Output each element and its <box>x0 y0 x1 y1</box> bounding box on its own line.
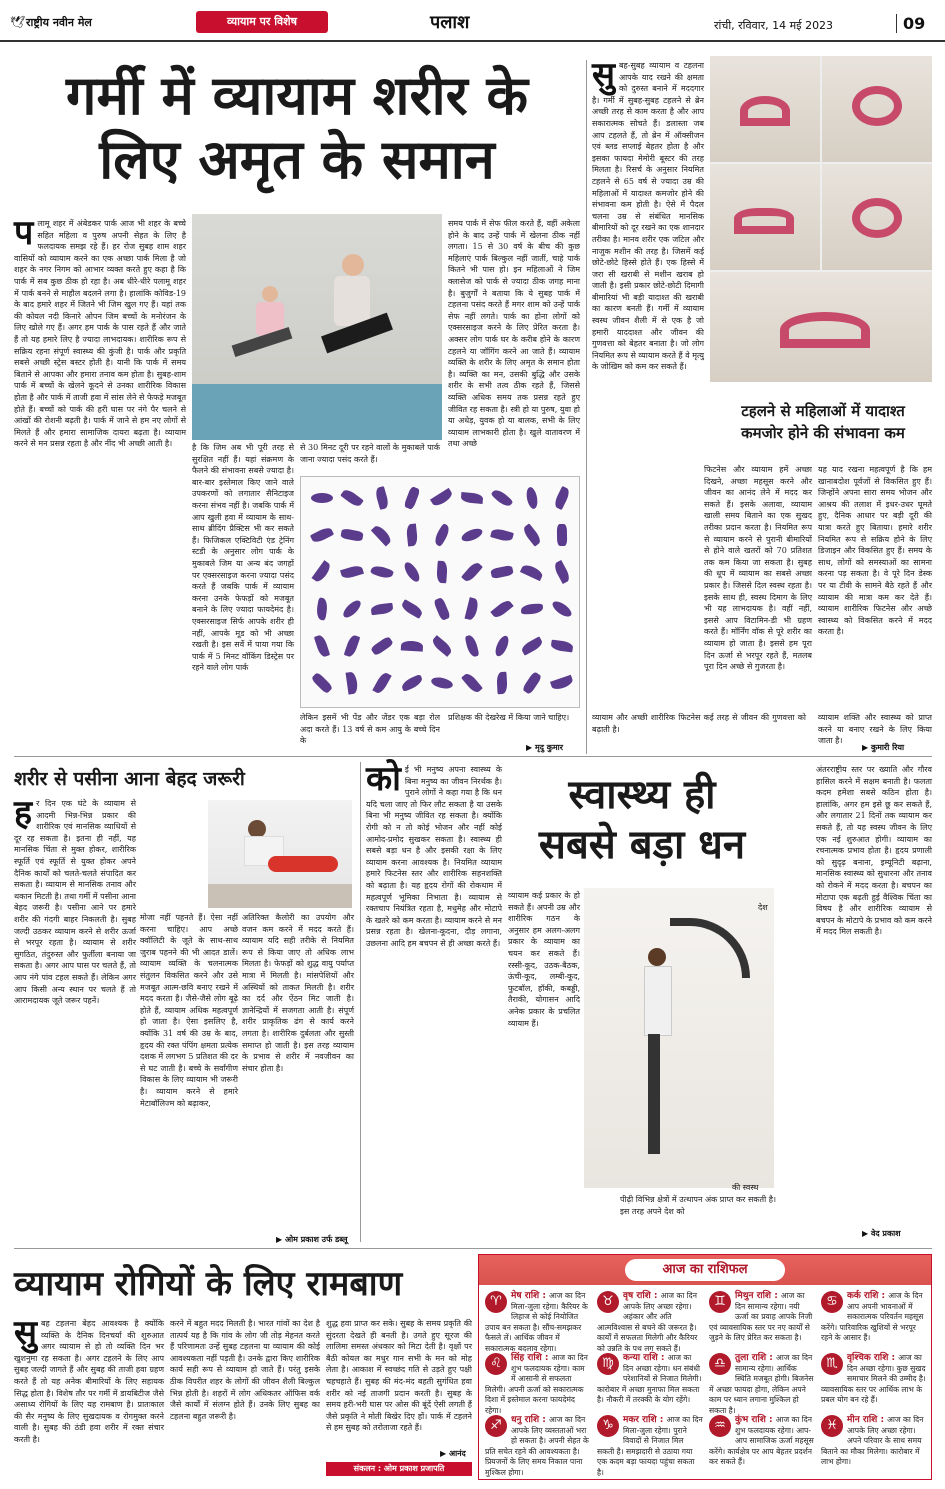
yoga-step-photo <box>710 56 820 162</box>
yoga-pose-figure <box>369 670 395 696</box>
article3-col3: अतिरिक्त कैलोरी का उपयोग और वजन कम करने में मदद करते हैं। व्यायाम यदि सही तरीके से नियमित रूप से किया जाए तो अधिक लाभ मिलता है। फेफड़ों को शुद्ध वायु पर्याप्त मात्रा में मिलती है। मांसपेशियों और अस्थियों को ताकत मिलती है। शरीर का दर्द और ऐंठन मिट जाती है। ज्ञानेन्द्रियों में सजगता आती है। संपूर्ण शरीर प्राकृतिक ढंग से कार्य करने लगता है। शारीरिक दुर्बलता और सुस्ती समाप्त हो जाती है। इस तरह व्यायाम के प्रभाव से शरीर में नवजीवन का संचार होता है। <box>242 913 354 1073</box>
zodiac-icon: ♌ <box>485 1353 507 1375</box>
yoga-pose-figure <box>309 485 335 511</box>
rashi-text: आज का दिन शुभ फलदायक रहेगा। काम में आसानी से सफलता मिलेगी। अपनी ऊर्जा को सकारात्मक दिशा में इस्तेमाल करना फायदेमंद रहेगा। <box>485 1353 588 1415</box>
article1-col3: से 30 मिनट दूरी पर रहने वालों के मुकाबले पार्क जाना ज्यादा पसंद करते हैं। <box>300 443 440 464</box>
rashi-name: मीन राशि : <box>847 1415 888 1425</box>
yoga-step-photo <box>822 164 932 270</box>
rashi-entry <box>597 1415 703 1477</box>
rashi-name: कन्या राशि : <box>623 1353 668 1363</box>
yoga-pose-figure <box>429 559 455 585</box>
yoga-pose-figure <box>459 670 485 696</box>
column-divider <box>360 762 361 1242</box>
yoga-pose-figure <box>309 633 335 659</box>
yoga-pose-figure <box>549 522 575 548</box>
article1-headline-line2: लिए अमृत के समान <box>99 128 495 191</box>
article5-col1 <box>14 1313 164 1468</box>
rashi-text: आज का दिन शुभ फलदायक रहेगा। आप-आप सामाजिक ऊर्जा महसूस करेंगे। कार्यक्षेत्र पर आप बेहतर प्रदर्शन कर सकते हैं। <box>709 1415 814 1467</box>
yoga-pose-figure <box>459 559 485 585</box>
yoga-pose-figure <box>549 633 575 659</box>
yoga-pose-figure <box>519 559 545 585</box>
rashifal-box <box>478 1254 932 1480</box>
article4-col-mid-bottom: पीढ़ी विभिन्न क्षेत्रों में उत्थापन अंक प्राप्त कर सकती है। इस तरह अपने देश को <box>620 1195 776 1216</box>
zodiac-icon: ♏ <box>821 1353 843 1375</box>
rashi-entry <box>597 1291 703 1353</box>
rashi-name: मिथुन राशि : <box>735 1291 781 1301</box>
yoga-pose-figure <box>489 670 515 696</box>
article2-col-b-bottom: व्यायाम शक्ति और स्वास्थ्य को प्राप्त करने या बनाए रखने के लिए किया जाता है। <box>818 713 932 746</box>
zodiac-icon: ♒ <box>709 1415 731 1437</box>
yoga-pose-figure <box>429 670 455 696</box>
yoga-pose-figure <box>399 596 425 622</box>
rashi-entry <box>597 1353 703 1411</box>
rashi-text: आज का दिन सामान्य रहेगा। नयी ऊर्जा का प्रवाह आपके निजी एवं व्यावसायिक स्तर पर नए कार्यों से जुड़ने के लिए प्रेरित कर सकता है। <box>709 1291 813 1343</box>
masthead <box>0 0 945 42</box>
column-divider <box>586 60 587 754</box>
yoga-grid-figures <box>301 477 581 709</box>
yoga-pose-figure <box>339 485 365 511</box>
article4-headline-line2: सबसे बड़ा धन <box>538 822 746 868</box>
rashi-name: धनु राशि : <box>511 1415 549 1425</box>
rashi-text: आज का दिन आपके लिए व्यस्तताओं भरा हो सकता है। अपनी सेहत के प्रति सचेत रहने की आवश्यकता है। प्रियजनों के लिए समय निकाल पाना मुश्किल होगा। <box>485 1415 589 1477</box>
article4-headline-line1: स्वास्थ्य ही <box>568 772 716 818</box>
rashi-name: तुला राशि : <box>735 1353 777 1363</box>
yoga-pose-figure <box>369 485 395 511</box>
article4-caption-right: देश <box>758 903 768 912</box>
rashi-text: आज का दिन मिला-जुला रहेगा। कैरियर के लिहाज से कोई नियोजित उपाय बन सकता है। सौंच-समझकर फैसले लें। आर्थिक जीवन में सकारात्मक बदलाव रहेगा। <box>485 1291 588 1353</box>
yoga-pose-figure <box>339 559 365 585</box>
rashi-name: सिंह राशि : <box>511 1353 552 1363</box>
article1-byline: ▶ मृदु कुमार <box>526 743 564 752</box>
yoga-pose-figure <box>399 633 425 659</box>
yoga-pose-figure <box>489 596 515 622</box>
yoga-pose-figure <box>489 522 515 548</box>
rashi-entry <box>821 1415 927 1473</box>
article2-col-b: यह याद रखना महत्वपूर्ण है कि हम खानाबदोश पूर्वजों से विकसित हुए हैं। जिन्होंने अपना सारा समय भोजन और आश्रय की तलाश में इधर-उधर घूमते हुए, दैनिक आधार पर बड़ी दूरी की यात्रा करते हुए बिताया। हमारे शरीर नियमित रूप से सक्रिय होने के लिए डिजाइन और विकसित हुए हैं। समय के साथ, लोगों को समस्याओं का सामना करना पड़ सकता है। वे पूरे दिन डेस्क पर या टीवी के सामने बैठे रहते हैं और व्यायाम की मात्रा कम कर देते हैं। व्यायाम शारीरिक फिटनेस और अच्छे स्वास्थ्य को विकसित करने में मदद करता है। <box>818 465 932 637</box>
article4-caption-right2: की स्वस्थ <box>732 1183 759 1192</box>
yoga-poses-grid <box>300 476 580 708</box>
yoga-pose-figure <box>399 522 425 548</box>
yoga-pose-figure <box>519 596 545 622</box>
rashifal-title: आज का राशिफल <box>625 1259 785 1281</box>
article4-byline: ▶ वेद प्रकाश <box>862 1229 901 1238</box>
yoga-pose-figure <box>309 596 335 622</box>
compiled-by-bar: संकलन : ओम प्रकाश प्रजापति <box>326 1462 472 1476</box>
article4-col-mid: व्यायाम कई प्रकार के हो सकते हैं। अपनी उम्र और शारीरिक गठन के अनुसार हम अलग-अलग प्रकार के व्यायाम का चयन कर सकते हैं। रस्सी-कूद, उठक-बैठक, ऊंची-कूद, लम्बी-कूद, फुटबॉल, हॉकी, कबड्डी, तैराकी, योगासन आदि अनेक प्रकार के प्रचलित व्यायाम हैं। <box>508 891 580 1028</box>
article2-byline: ▶ कुमारी रिया <box>862 743 905 752</box>
rashi-text: आज के दिन आप अपनी भावनाओं में सकारात्मक परिवर्तन महसूस करेंगे। पारिवारिक खुशियों से भरपूर रहने के आसार हैं। <box>821 1291 924 1343</box>
yoga-pose-figure <box>519 485 545 511</box>
dropcap: को <box>366 759 401 799</box>
dancer-pose-photo <box>584 888 774 1188</box>
yoga-pose-figure <box>549 559 575 585</box>
yoga-pose-figure <box>519 522 545 548</box>
dropcap: सु <box>592 55 615 95</box>
page-number: 09 <box>896 14 925 33</box>
yoga-pose-figure <box>519 633 545 659</box>
article1-headline <box>14 64 580 192</box>
article3-byline-name: ओम प्रकाश उर्फ डब्लू <box>284 1235 348 1244</box>
article1-col4: समय पार्क में सेफ फील करते हैं, वहीं अकेला होने के बाद उन्हें पार्क में खेलना ठीक नहीं लगता। 15 से 30 वर्ष के बीच की कुछ महिलाएं पार्क बिल्कुल नहीं जातीं, चाहे पार्क कितने भी पास हो। इन महिलाओं ने जिम क्लासेज को पार्क से ज्यादा ठीक जगह माना है। बुजुर्गों ने बताया कि ये सुबह पार्क में टहलना पसंद करते हैं मगर शाम को उन्हें पार्क सेफ नहीं लगते। पार्क का होना लोगों को एक्सरसाइज करने के लिए प्रेरित करता है। अक्सर लोग पार्क घर के करीब होने के कारण टहलने या जॉगिंग करने आ जाते हैं। व्यायाम व्यक्ति के शरीर के लिए अमृत के समान होता है। व्यक्ति का मन, उसकी बुद्धि और उसके शरीर के सभी तत्व ठीक रहते हैं, जिससे व्यक्ति अधिक समय तक प्रसन्न रहते हुए जीवित रह सकता है। स्त्री हो या पुरुष, युवा हो या अधेड़, युवक हो या बालक, सभी के लिए व्यायाम लाभकारी होता है। खुले वातावरण में तथा अच्छे <box>448 219 580 449</box>
rashi-name: मेष राशि : <box>511 1291 550 1301</box>
zodiac-icon: ♈ <box>485 1291 507 1313</box>
rashi-text: आज का दिन मिला-जुला रहेगा। पुराने विवादों से निजात मिल सकती है। समझदारी से उठाया गया एक कदम बड़ा फायदा पहुंचा सकता है। <box>597 1415 703 1477</box>
rashi-entry <box>709 1291 815 1349</box>
zodiac-icon: ♊ <box>709 1291 731 1313</box>
zodiac-icon: ♉ <box>597 1291 619 1313</box>
rashi-name: कुंभ राशि : <box>735 1415 776 1425</box>
zodiac-icon: ♎ <box>709 1353 731 1375</box>
yoga-pose-figure <box>549 485 575 511</box>
rashi-text: आज का दिन अच्छा रहेगा। धन संबंधी परेशानियों से निजात मिलेगी। कारोबार में अच्छा मुनाफा मिल सकता है। नौकरी में तरक्की के योग रहेंगे। <box>597 1353 702 1405</box>
article5-col1-text: बह टहलना बेहद आवश्यक है क्योंकि व्यक्ति के दैनिक दिनचर्या की शुरुआत अगर व्यायाम से हो तो व्यक्ति दिन भर खुशनुमा रह सकता है। अगर टहलने के लिए आप सुबह जल्दी जागते हैं और सुबह की ताजी हवा ग्रहण करते हैं तो यह अनेक बीमारियों के लिए सहायक सिद्ध होता है। विशेष तौर पर गर्मी में डायबिटीज जैसे असाध्य रोगियों के लिए यह रामबाण है। प्रातःकाल की सैर मनुष्य के लिए सुखदायक व रोगमुक्त करने वाली है। सुबह की ठंडी हवा शरीर में रक्त संचार करती है। <box>14 1319 164 1444</box>
article1-col1-text: लामू शहर में अंबेडकर पार्क आज भी शहर के बच्चे सहित महिला व पुरुष अपनी सेहत के लिए है फलदायक समझ रहे हैं। हर रोज सुबह शाम शहर वासियों को व्यायाम करने का एक अच्छा पार्क मिला है जो शहर के नगर निगम को आभार व्यक्त करते हुए कहा है कि पार्क में सब कुछ ठीक हो रहा है। अब धीरे-धीरे पलामू शहर में पार्क बनने से माहौल बदलने लगा है। हालांकि कोविड-19 के बाद हमारे शहर में जितने भी जिम खुल गए हैं। यहां तक की कोयल नदी किनारे ओपन जिम बच्चों के मनोरंजन के लिए खोले गए हैं। अगर हम पार्क के पास रहते हैं और जाते हैं तो यह हमारे लिए है ज्यादा लाभदायक। शारीरिक रूप से सक्रिय रहना संपूर्ण स्वास्थ्य की कुंजी है। पार्क और प्रकृति सबसे अच्छी स्ट्रेस बस्टर होती है। यानी कि पार्क में समय बिताने से आपका और हमारा तनाव कम होता है। सुबह-शाम पार्क में बच्चों के खेलने कूदने से उनका शारीरिक विकास होता है और पार्क में ताजी हवा में सांस लेने से फेफड़े मजबूत होते हैं। बच्चों को पार्क की हरी घास पर नंगे पैर चलने से आंखों की रोशनी बढ़ती है। पार्क में जाने से हम नए लोगों से मिलते हैं और हमारा सामाजिक दायरा बढ़ता है। व्यायाम करने से मन प्रसन्न रहता है और नींद भी अच्छी आती है। <box>14 219 186 449</box>
article2-col-top-text: बह-सुबह व्यायाम व टहलना आपके याद रखने की क्षमता को दुरुस्त बनाने में मददगार है। गर्मी में सुबह-सुबह टहलने से ब्रेन अच्छी तरह से काम करता है और आप सकारात्मक सोचते हैं। डलास्ता जब आप टहलते हैं, तो ब्रेन में ऑक्सीजन एवं ब्लड सप्लाई बेहतर होता है और इसका फायदा मेमोरी बूस्टर की तरह मिलता है। रिसर्च के अनुसार नियमित टहलने से 65 वर्ष से ज्यादा उम्र की महिलाओं में यादाश्त कमजोर होने की संभावना कम होती है। ऐसे में पैदल चलना उम्र से संबंधित मानसिक बीमारियों को दूर रखने का एक शानदार तरीका है। मानव शरीर एक जटिल और नाजुक मशीन की तरह है। जिसमें कई छोटे-छोटे हिस्से होते हैं। एक हिस्से में जरा सी खराबी से मशीन खराब हो जाती है। इसी प्रकार छोटे-छोटी दिमागी बीमारियां भी बड़ी यादाश्त की खराबी का कारण बनती हैं। गर्मी में व्यायाम स्वस्थ जीवन शैली में से एक है जो हमारी याददाश्त और जीवन की गुणवत्ता को बेहतर बनाता है। जो लोग नियमित रूप से व्यायाम करते हैं वे मृत्यु के जोखिम को कम कर सकते हैं। <box>592 61 704 372</box>
bird-logo-icon: 🕊 <box>10 15 26 29</box>
yoga-step-photo <box>710 164 820 270</box>
yoga-pose-figure <box>369 633 395 659</box>
yoga-pose-figure <box>489 559 515 585</box>
rashi-entry <box>709 1353 815 1415</box>
article3-byline: ▶ ओम प्रकाश उर्फ डब्लू <box>276 1235 348 1244</box>
yoga-step-photo <box>710 272 932 382</box>
article2-headline-line2: कमजोर होने की संभावना कम <box>741 424 905 442</box>
supplement-name: पलाश <box>430 12 470 33</box>
yoga-step-photo <box>822 56 932 162</box>
article3-headline: शरीर से पसीना आना बेहद जरूरी <box>14 768 245 790</box>
article1-headline-line1: गर्मी में व्यायाम शरीर के <box>66 64 528 127</box>
article5-byline-name: आनंद <box>448 1449 466 1458</box>
yoga-pose-figure <box>489 633 515 659</box>
yoga-pose-figure <box>369 596 395 622</box>
paper-name: राष्ट्रीय नवीन मेल <box>26 16 92 29</box>
article4-col-right: अंतरराष्ट्रीय स्तर पर ख्याति और गौरव हासिल करने में सक्षम बनाती है। फलता कदम हमेशा सबसे कठिन होता है। हालांकि, अगर हम इसे छू कर सकते हैं, और लगातार 21 दिनों तक व्यायाम कर सकते हैं, तो यह स्वस्थ जीवन के लिए एक नई शुरुआत होगी। व्यायाम का रचनात्मक प्रभाव होता है। हृदय प्रणाली को सुदृढ़ बनाना, इम्यूनिटी बढ़ाना, मानसिक स्वास्थ्य को सुधारना और तनाव को रोकने में मदद करता है। बचपन का मोटापा एक बढ़ती हुई वैश्विक चिंता का विषय है और शारीरिक व्यायाम से बचपन के मोटापे के प्रभाव को कम करने में मदद मिल सकती है। <box>816 765 932 937</box>
article1-col2: है कि जिम अब भी पूरी तरह से सुरक्षित नहीं हैं। यहां संक्रमण के फैलने की संभावना सबसे ज्यादा है। बार-बार इस्तेमाल किए जाने वाले उपकरणों को लगातार सैनिटाइज करना संभव नहीं है। जबकि पार्क में आप खुली हवा में व्यायाम के साथ-साथ ब्रीदिंग प्रैक्टिस भी कर सकते हैं। फिजिकल एक्टिविटी एंड ट्रेनिंग स्टडी के अनुसार लोग पार्क के मुकाबले जिम या अन्य बंद जगहों पर एक्सरसाइज करना ज्यादा पसंद करते हैं जबकि पार्क में व्यायाम करना उनके फेफड़ों को मजबूत बनाने के लिए ज्यादा फायदेमंद है। एक्सरसाइज सिर्फ आपके शरीर ही नहीं, आपके मूड को भी अच्छा रखती है। इस सर्वे में पाया गया कि पार्क में 5 मिनट वॉकिंग डिस्ट्रेस पर रहने वाले लोग पार्क <box>192 443 294 673</box>
section-divider <box>14 1248 932 1249</box>
yoga-pose-figure <box>429 485 455 511</box>
yoga-pose-figure <box>459 485 485 511</box>
yoga-pose-figure <box>399 485 425 511</box>
article5-col2: करने में बहुत मदद मिलती है। भारत गांवों का देश है तात्पर्य यह है कि गांव के लोग जी तोड़ मेहनत करते हैं परिणामतः उन्हें सुबह टहलना या व्यायाम की कोई आवश्यकता नहीं पड़ती है। उनके द्वारा किए शारीरिक कार्य सही रूप से व्यायाम हो जाते हैं। परंतु इसके ठीक विपरीत शहर के लोगों की जीवन शैली बिल्कुल भिन्न होती है। शहरों में लोग अधिकतर ऑफिस वर्क जैसे कार्यों में संलग्न होते हैं। उनके लिए सुबह का टहलना बहुत जरूरी है। <box>170 1319 320 1421</box>
rashi-entry <box>485 1291 591 1353</box>
yoga-pose-figure <box>339 670 365 696</box>
yoga-pose-figure <box>339 596 365 622</box>
yoga-pose-figure <box>429 522 455 548</box>
yoga-pose-figure <box>309 559 335 585</box>
zodiac-icon: ♐ <box>485 1415 507 1437</box>
zodiac-icon: ♋ <box>821 1291 843 1313</box>
yoga-pose-figure <box>459 596 485 622</box>
yoga-pose-figure <box>459 522 485 548</box>
article1-col6-bottom: प्रशिक्षक की देखरेख में किया जाने चाहिए। <box>448 713 570 722</box>
article2-col-a-bottom: व्यायाम और अच्छी शारीरिक फिटनेस कई तरह से जीवन की गुणवत्ता को बढ़ाती है। <box>592 713 806 734</box>
rashi-text: आज का दिन आपके लिए अच्छा रहेगा। अहंकार और अति आत्मविश्वास से बचने की जरूरत है। कार्यों में सफलता मिलेगी और कैरियर को उन्नति के पथ लग सकते हैं। <box>597 1291 698 1353</box>
article1-col1 <box>14 213 186 736</box>
rashi-entry <box>485 1415 591 1477</box>
yoga-pose-figure <box>549 670 575 696</box>
zodiac-icon: ♍ <box>597 1353 619 1375</box>
rashi-text: आज का दिन आपके लिए अच्छा रहेगा। अपने परिवार के साथ समय बिताने का मौका मिलेगा। कारोबार में लाभ होगा। <box>821 1415 924 1467</box>
rashi-text: आज का दिन सामान्य रहेगा। आर्थिक स्थिति मजबूत होगी। बिजनेस में अच्छा फायदा होगा, लेकिन अपने काम पर ध्यान लगाना मुश्किल हो सकता है। <box>709 1353 814 1415</box>
rashi-name: वृष राशि : <box>623 1291 661 1301</box>
yoga-pose-figure <box>339 522 365 548</box>
yoga-pose-figure <box>399 559 425 585</box>
yoga-pose-figure <box>429 633 455 659</box>
yoga-pose-figure <box>519 670 545 696</box>
article2-headline <box>712 400 934 444</box>
article4-col1 <box>366 759 502 1242</box>
yoga-pose-figure <box>429 596 455 622</box>
article3-col1 <box>14 793 136 1242</box>
zodiac-icon: ♑ <box>597 1415 619 1437</box>
yoga-pose-figure <box>339 633 365 659</box>
article1-byline-name: मृदु कुमार <box>534 743 564 752</box>
article5-headline: व्यायाम रोगियों के लिए रामबाण <box>14 1264 403 1304</box>
dropcap: ह <box>14 793 33 833</box>
rashi-text: आज का दिन अच्छा रहेगा। कुछ सुखद समाचार मिलने की उम्मीद है। व्यावसायिक स्तर पर आर्थिक लाभ के प्रबल योग बन रहे हैं। <box>821 1353 926 1405</box>
rashi-name: मकर राशि : <box>623 1415 667 1425</box>
article2-col-top <box>592 55 704 432</box>
yoga-pose-figure <box>459 633 485 659</box>
article5-col3: शुद्ध हवा प्राप्त कर सके। सुबह के समय प्रकृति की सुंदरता देखते ही बनती है। उगते हुए सूरज की लालिमा समस्त अंधकार को मिटा देती है। वृक्षों पर बैठी कोयल का मधुर गान सभी के मन को मोह लेता है। आकाश में स्वच्छंद गति से उड़ते हुए पक्षी चहचहाते हैं। सुबह की मंद-मंद बहती सुगंधित हवा शरीर को नई ताजगी प्रदान करती है। सुबह के समय हरी-भरी घास पर ओस की बूंदें ऐसी लगती हैं जैसे प्रकृति ने मोती बिखेर दिए हों। पार्क में टहलने से हम सुबह को तरोताजा रहते हैं। <box>326 1319 472 1433</box>
yoga-pose-figure <box>309 670 335 696</box>
dropcap: प <box>14 213 34 253</box>
rashi-name: कर्क राशि : <box>847 1291 889 1301</box>
article3-col1-text: र दिन एक घंटे के व्यायाम से आदमी भिन्न-भिन्न प्रकार की शारीरिक एवं मानसिक व्याधियों से दूर रह सकता है। इतना ही नहीं, यह मानसिक चिंता से मुक्त होकर, शारीरिक स्फूर्ति एवं स्फूर्ति से युक्त होकर अपने दैनिक कार्यों को चलते-चलते संपादित कर सकता है। व्यायाम से मानसिक तनाव और थकान मिटती है। तथा गर्मी में पसीना आना बेहद जरूरी है। पसीना आने पर हमारे शरीर की गंदगी बाहर निकलती है। सुबह जल्दी उठकर व्यायाम करने से शरीर ऊर्जा से भरपूर रहता है। व्यायाम से शरीर सुगठित, तंदुरुस्त और फुर्तीला बनाया जा सकता है। अगर आप घास पर चलते हैं, तो आप नंगे पांव टहल सकते हैं। लेकिन अगर आप किसी अन्य स्थान पर चलते हैं तो आरामदायक जूते जरूर पहनें। <box>14 799 136 1006</box>
article2-byline-name: कुमारी रिया <box>870 743 905 752</box>
yoga-pose-figure <box>369 522 395 548</box>
yoga-pose-figure <box>549 596 575 622</box>
rashi-entry <box>821 1353 927 1411</box>
rashi-entry <box>821 1291 927 1349</box>
article4-headline <box>508 770 776 870</box>
stretching-woman-photo <box>208 800 352 908</box>
section-divider <box>14 756 932 757</box>
article4-byline-name: वेद प्रकाश <box>870 1229 901 1238</box>
article3-col2: मोजा नहीं पहनते हैं। ऐसा नहीं करना चाहिए। आप अच्छे क्वॉलिटी के जूते के साथ-साथ जुराब पहनने की भी आदत डालें। व्यायाम व्यक्ति के चलनात्मक संतुलन विकसित करने और उसे मजबूत आत्म-छवि बनाए रखने में मदद करता है। जैसे-जैसे लोग बूढ़े होते हैं, व्यायाम अधिक महत्वपूर्ण हो जाता है। ऐसा इसलिए है, क्योंकि 31 वर्ष की उम्र के बाद, हृदय की रक्त पंपिंग क्षमता प्रत्येक दशक में लगभग 5 प्रतिशत की दर से घट जाती है। बच्चे के सर्वांगीण विकास के लिए व्यायाम भी जरूरी है। व्यायाम करने से हमारे मेटाबॉलिज्म को बढ़ाकर, <box>140 913 238 1108</box>
rashi-entry <box>709 1415 815 1473</box>
article5-byline: ▶ आनंद <box>440 1449 466 1458</box>
yoga-pose-figure <box>489 485 515 511</box>
place-date: रांची, रविवार, 14 मई 2023 <box>714 19 834 32</box>
yoga-pose-figure <box>309 522 335 548</box>
article1-col5-bottom: लेकिन इसमें भी पेंड और जेंडर एक बड़ा रोल अदा करते हैं। 13 वर्ष से कम आयु के बच्चे दिन के <box>300 713 440 746</box>
article2-headline-line1: टहलने से महिलाओं में यादाश्त <box>741 402 905 420</box>
article2-col-a: फिटनेस और व्यायाम हमें अच्छा दिखने, अच्छा महसूस करने और जीवन का आनंद लेने में मदद कर सकते हैं। इसके अलावा, व्यायाम खाली समय बिताने का एक सुखद तरीका प्रदान करता है। नियमित रूप से व्यायाम करने से पुरानी बीमारियों से होने वाले खतरों को 70 प्रतिशत तक कम किया जा सकता है। सुबह की धूप में व्यायाम का सबसे अच्छा प्रकार है। जिससे दिल स्वस्थ रहता है। इसके साथ ही, स्वस्थ दिमाग के लिए भी यह लाभदायक है। वहीं नहीं, इससे आप विटामिन-डी भी ग्रहण करते हैं। मॉर्निंग वॉक से पूरे शरीर का व्यायाम हो जाता है। इससे हम पूरा दिन ऊर्जा से भरपूर रहते हैं, मतलब पूरा दिन अच्छे से गुजरता है। <box>704 465 812 672</box>
yoga-pose-figure <box>399 670 425 696</box>
section-tag: व्यायाम पर विशेष <box>196 11 328 33</box>
yoga-steps-photo-grid <box>710 56 932 382</box>
yoga-pose-figure <box>369 559 395 585</box>
article4-col1-text: ई भी मनुष्य अपना स्वास्थ्य के बिना मनुष्य का जीवन निरर्थक है। पुराने लोगों ने कहा गया है कि धन यदि चला जाए तो फिर लौट सकता है या उसके बिना भी मनुष्य जीवित रह सकता है। क्योंकि रोगी को न तो कोई भोजन और नहीं कोई आमोद-प्रमोद सुखकर सकता है। स्वास्थ्य ही सबसे बड़ा धन है और इसकी रक्षा के लिए व्यायाम करना आवश्यक है। नियमित व्यायाम हमारे फिटनेस स्तर और शारीरिक सहनशक्ति को बढ़ाता है। यह हृदय रोगों की रोकथाम में महत्वपूर्ण भूमिका निभाता है। व्यायाम से रक्तचाप नियंत्रित रहता है, मधुमेह और मोटापे के खतरे को कम करता है। व्यायाम करने से मन प्रसन्न रहता है। खेलना-कूदना, दौड़ लगाना, उछलना आदि हम बचपन से ही अच्छा करते हैं। <box>366 765 502 948</box>
rashi-entry <box>485 1353 591 1415</box>
zodiac-icon: ♓ <box>821 1415 843 1437</box>
yoga-mother-child-photo <box>192 214 442 440</box>
rashi-name: वृश्चिक राशि : <box>847 1353 899 1363</box>
dropcap: सु <box>14 1313 37 1353</box>
